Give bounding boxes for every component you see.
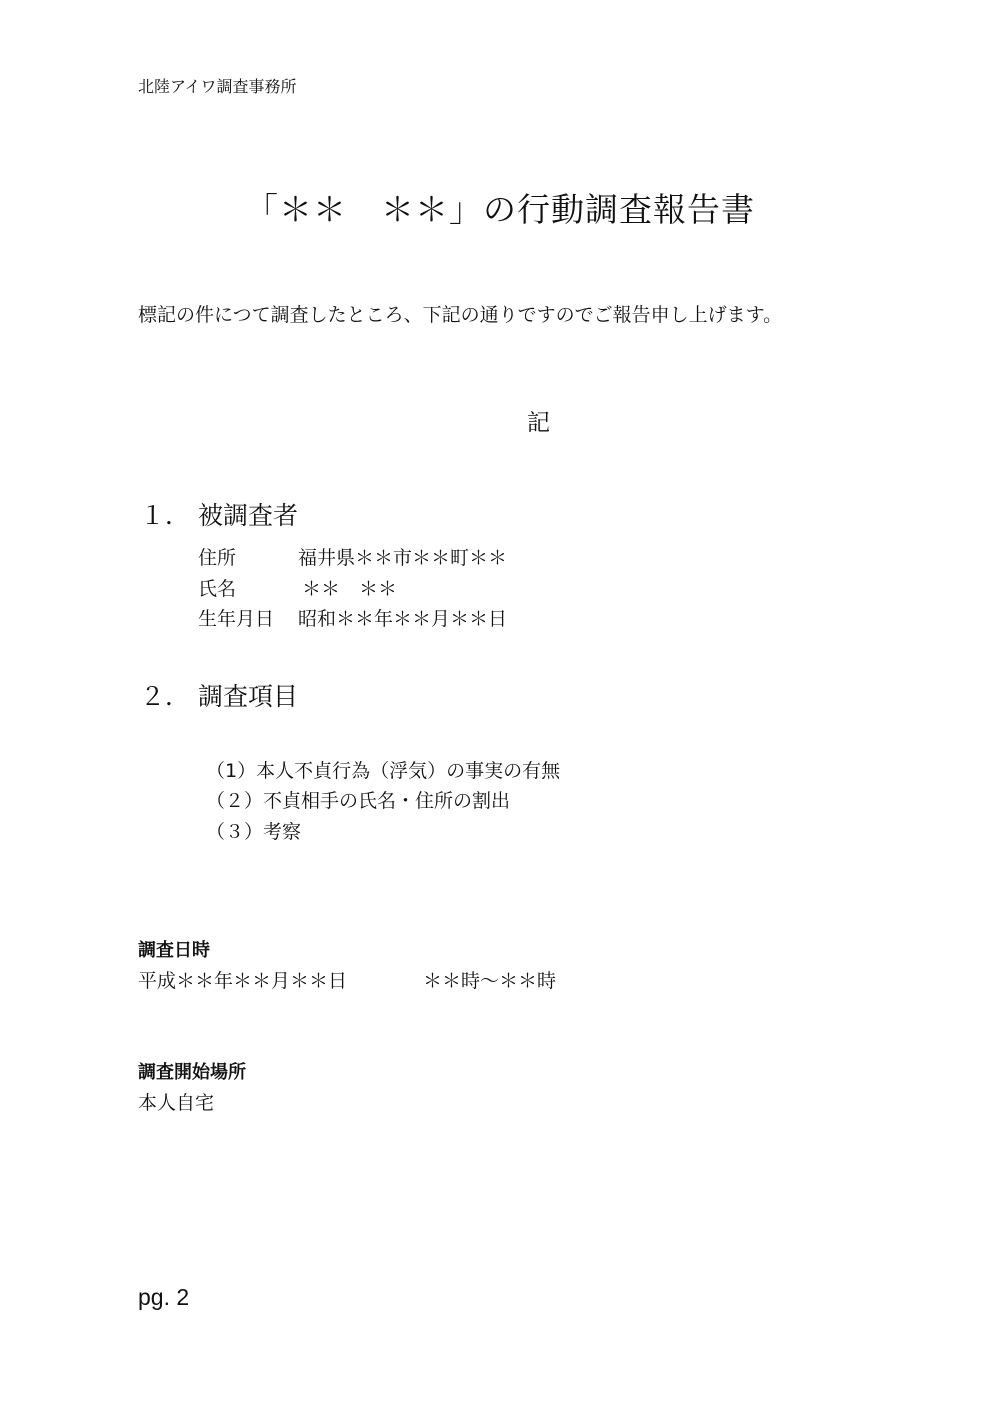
schedule-time: ＊＊時〜＊＊時 [423,970,557,992]
field-label-birthdate: 生年月日 [198,608,275,630]
survey-item: （３）考察 [206,821,302,843]
section2-number: ２． [140,682,191,711]
schedule-date: 平成＊＊年＊＊月＊＊日 [138,970,348,992]
intro-paragraph: 標記の件につて調査したところ、下記の通りですのでご報告申し上げます。 [138,304,783,326]
section2-title: 調査項目 [198,682,299,711]
field-label-name: 氏名 [198,578,237,600]
field-value-address: 福井県＊＊市＊＊町＊＊ [298,547,508,569]
section1-number: １． [140,501,191,530]
schedule-heading: 調査日時 [138,940,210,961]
survey-item: （1）本人不貞行為（浮気）の事実の有無 [206,760,561,782]
field-value-name: ＊＊ ＊＊ [302,578,398,600]
document-title: 「＊＊ ＊＊」の行動調査報告書 [245,190,755,229]
ki-heading: 記 [527,410,550,436]
field-value-birthdate: 昭和＊＊年＊＊月＊＊日 [298,608,508,630]
location-value: 本人自宅 [138,1092,215,1114]
location-heading: 調査開始場所 [138,1062,246,1083]
survey-item: （２）不貞相手の氏名・住所の割出 [206,790,511,812]
section1-title: 被調査者 [198,501,299,530]
organization-name: 北陸アイワ調査事務所 [138,77,297,96]
field-label-address: 住所 [198,547,237,569]
page-number: pg. 2 [138,1284,190,1310]
